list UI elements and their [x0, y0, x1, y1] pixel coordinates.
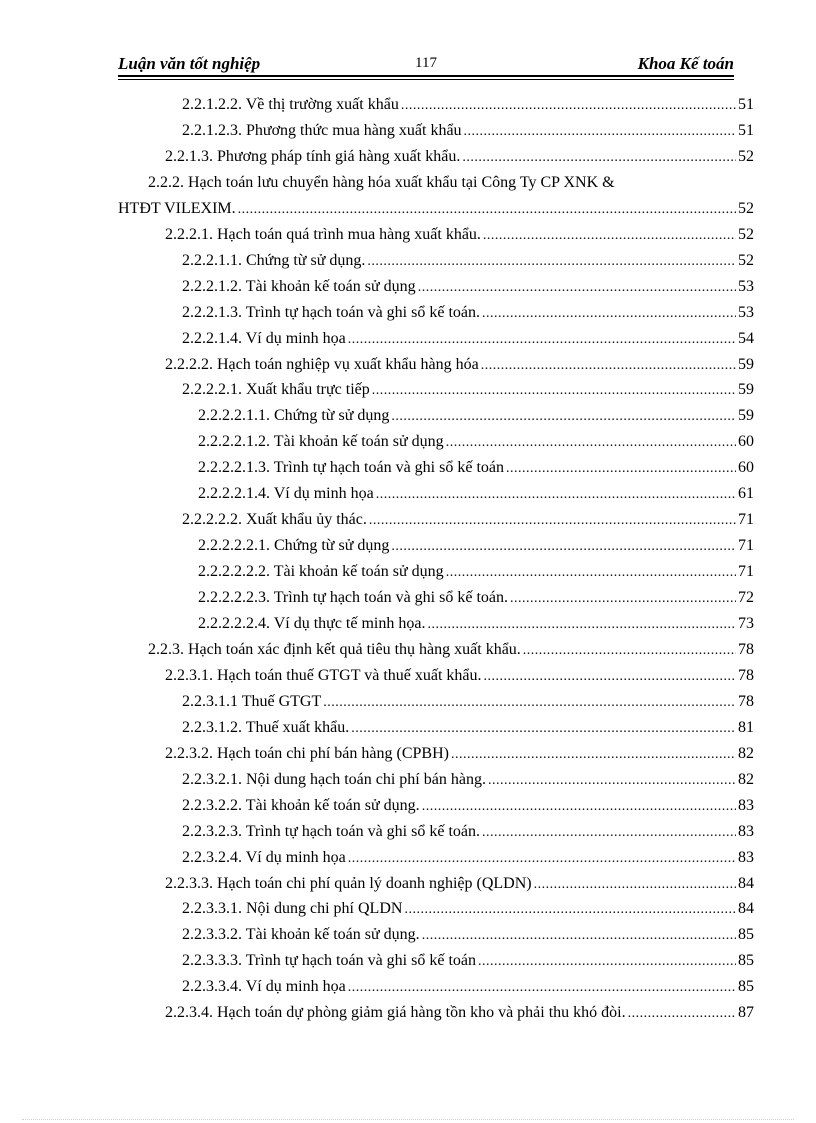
toc-page-number: 53 [738, 303, 754, 321]
toc-entry [165, 741, 754, 767]
header-department: Khoa Kế toán [637, 54, 734, 73]
toc-page-number: 60 [738, 433, 754, 451]
toc-dot-leader [238, 197, 736, 223]
toc-dot-leader [628, 1001, 736, 1027]
toc-dot-leader [422, 923, 736, 949]
toc-entry-title: 2.2.2.2.2.1. Chứng từ sử dụng [198, 537, 390, 555]
toc-page-number: 54 [738, 329, 754, 347]
toc-dot-leader [369, 508, 736, 534]
toc-dot-leader [510, 586, 736, 612]
header-rule-thick [118, 75, 734, 77]
toc-entry-title: 2.2.3.3.2. Tài khoản kế toán sử dụng. [182, 926, 420, 944]
toc-page-number: 59 [738, 355, 754, 373]
toc-entry-title: 2.2.2.2. Hạch toán nghiệp vụ xuất khẩu hàng hóa [165, 355, 479, 373]
toc-entry [182, 689, 754, 715]
page-header [118, 52, 734, 76]
toc-entry [165, 871, 754, 897]
toc-page-number: 71 [738, 511, 754, 529]
toc-entry [182, 793, 754, 819]
toc-entry-title: 2.2.2.2.2.2. Tài khoản kế toán sử dụng [198, 563, 444, 581]
toc-dot-leader [372, 378, 736, 404]
toc-entry-title: 2.2.3.1.1 Thuế GTGT [182, 692, 322, 710]
toc-dot-leader [348, 327, 736, 353]
toc-page-number: 59 [738, 381, 754, 399]
toc-entry-title: 2.2.1.3. Phương pháp tính giá hàng xuất khẩu. [165, 147, 461, 165]
toc-dot-leader [481, 353, 736, 379]
toc-entry-title: 2.2.2.1.3. Trình tự hạch toán và ghi sổ kế toán. [182, 303, 480, 321]
toc-page-number: 51 [738, 96, 754, 113]
toc-entry-title: 2.2.2.2.2.4. Ví dụ thực tế minh họa. [198, 615, 426, 632]
toc-dot-leader [376, 482, 736, 508]
toc-page-number: 85 [738, 926, 754, 944]
toc-dot-leader [446, 560, 736, 586]
toc-entry [165, 1000, 754, 1026]
toc-entry-title: 2.2.2.2.1.4. Ví dụ minh họa [198, 485, 374, 503]
toc-page-number: 84 [738, 900, 754, 918]
toc-entry [182, 507, 754, 533]
toc-dot-leader [323, 690, 736, 716]
toc-dot-leader [351, 716, 736, 742]
toc-entry [198, 455, 754, 481]
toc-page-number: 85 [738, 978, 754, 996]
toc-entry [182, 300, 754, 326]
toc-page-number: 61 [738, 485, 754, 503]
toc-entry [198, 533, 754, 559]
toc-entry [182, 767, 754, 793]
toc-dot-leader [391, 404, 736, 430]
toc-entry-title: 2.2.2.2.2. Xuất khẩu ủy thác. [182, 511, 367, 529]
toc-dot-leader [464, 119, 736, 145]
toc-dot-leader [462, 145, 736, 171]
toc-dot-leader [367, 249, 736, 275]
toc-entry [182, 326, 754, 352]
toc-page-number: 78 [738, 692, 754, 710]
toc-entry-title: 2.2.3.2.3. Trình tự hạch toán và ghi sổ kế toán. [182, 822, 480, 840]
toc-entry [198, 403, 754, 429]
toc-entry [165, 144, 754, 170]
toc-page-number: 78 [738, 640, 754, 658]
toc-page-number: 78 [738, 666, 754, 684]
toc-page-number: 52 [738, 199, 754, 217]
toc-entry-title: 2.2.2.1.4. Ví dụ minh họa [182, 329, 346, 347]
toc-entry [165, 663, 754, 689]
toc-entry-title: 2.2.3.3.1. Nội dung chi phí QLDN [182, 900, 403, 918]
toc-entry [198, 611, 754, 637]
toc-page-number: 85 [738, 952, 754, 970]
toc-entry [165, 222, 754, 248]
toc-dot-leader [482, 301, 736, 327]
toc-entry-title: 2.2.2.1.1. Chứng từ sử dụng. [182, 251, 366, 269]
toc-dot-leader [482, 820, 736, 846]
toc-entry-title: 2.2.1.2.2. Về thị trường xuất khẩu [182, 96, 399, 113]
toc-entry-title: HTĐT VILEXIM. [118, 199, 236, 217]
toc-entry [165, 352, 754, 378]
toc-page-number: 53 [738, 277, 754, 295]
toc-entry: 2.2.2. Hạch toán lưu chuyển hàng hóa xuất khẩu tại Công Ty CP XNK & [148, 173, 615, 191]
page-bottom-divider [22, 1119, 794, 1120]
toc-page-number: 73 [738, 615, 754, 632]
toc-page-number: 83 [738, 822, 754, 840]
toc-entry [198, 481, 754, 507]
toc-dot-leader [348, 975, 736, 1001]
toc-entry [182, 274, 754, 300]
toc-page-number: 83 [738, 848, 754, 866]
toc-entry [182, 922, 754, 948]
toc-entry [182, 118, 754, 144]
header-rule-thin [118, 79, 734, 80]
toc-page-number: 81 [738, 718, 754, 736]
toc-entry [182, 248, 754, 274]
toc-entry-title: 2.2.3.3.3. Trình tự hạch toán và ghi sổ kế toán [182, 952, 476, 970]
toc-page-number: 72 [738, 589, 754, 607]
toc-dot-leader [391, 534, 736, 560]
toc-page-number: 52 [738, 225, 754, 243]
toc-page-number: 87 [738, 1004, 754, 1022]
toc-entry-title: 2.2.3.4. Hạch toán dự phòng giảm giá hàng tồn kho và phải thu khó đòi. [165, 1004, 626, 1022]
toc-entry-title: 2.2.3.1. Hạch toán thuế GTGT và thuế xuất khẩu. [165, 666, 482, 684]
toc-dot-leader [427, 612, 736, 638]
toc-dot-leader [483, 223, 736, 249]
header-page-number: 117 [415, 55, 437, 71]
toc-page-number: 84 [738, 874, 754, 892]
toc-dot-leader [422, 794, 736, 820]
toc-entry [182, 819, 754, 845]
toc-entry-title: 2.2.2.2.2.3. Trình tự hạch toán và ghi sổ kế toán. [198, 589, 508, 607]
toc-dot-leader [451, 742, 736, 768]
toc-entry [182, 92, 754, 118]
toc-entry [182, 715, 754, 741]
toc-page-number: 60 [738, 459, 754, 477]
toc-entry-title: 2.2.3.2.4. Ví dụ minh họa [182, 848, 346, 866]
toc-dot-leader [523, 638, 736, 664]
toc-page-number: 71 [738, 537, 754, 555]
toc-dot-leader [484, 664, 736, 690]
toc-entry-title: 2.2.2.2.1.2. Tài khoản kế toán sử dụng [198, 433, 444, 451]
toc-page-number: 52 [738, 251, 754, 269]
toc-entry-title: 2.2.2.2.1.3. Trình tự hạch toán và ghi sổ kế toán [198, 459, 504, 477]
toc-entry [198, 429, 754, 455]
toc-entry-title: 2.2.3.1.2. Thuế xuất khẩu. [182, 718, 350, 736]
toc-page-number: 82 [738, 770, 754, 788]
toc-entry-title: 2.2.2.2.1. Xuất khẩu trực tiếp [182, 381, 370, 399]
toc-entry-title: 2.2.3.2.1. Nội dung hạch toán chi phí bán hàng. [182, 770, 486, 788]
toc-entry [182, 845, 754, 871]
header-thesis-title: Luận văn tốt nghiệp [118, 54, 261, 73]
toc-entry [182, 377, 754, 403]
toc-dot-leader [401, 93, 736, 119]
toc-dot-leader [404, 897, 736, 923]
toc-page-number: 71 [738, 563, 754, 581]
toc-entry [182, 896, 754, 922]
toc-entry [182, 974, 754, 1000]
toc-entry [148, 637, 754, 663]
toc-entry [118, 196, 754, 222]
toc-page-number: 83 [738, 796, 754, 814]
toc-entry-title: 2.2.2.1. Hạch toán quá trình mua hàng xuất khẩu. [165, 225, 481, 243]
toc-dot-leader [348, 846, 736, 872]
toc-entry [198, 559, 754, 585]
toc-dot-leader [506, 456, 736, 482]
toc-dot-leader [446, 430, 736, 456]
toc-dot-leader [478, 949, 736, 975]
toc-dot-leader [534, 872, 736, 898]
toc-dot-leader [418, 275, 736, 301]
toc-dot-leader [488, 768, 736, 794]
toc-entry-title: 2.2.3.3. Hạch toán chi phí quản lý doanh nghiệp (QLDN) [165, 874, 532, 892]
toc-entry-title: 2.2.2.2.1.1. Chứng từ sử dụng [198, 407, 390, 425]
toc-entry-title: 2.2.1.2.3. Phương thức mua hàng xuất khẩu [182, 121, 462, 139]
toc-entry-title: 2.2.3.2.2. Tài khoản kế toán sử dụng. [182, 796, 420, 814]
toc-page-number: 51 [738, 121, 754, 139]
toc-page-number: 52 [738, 147, 754, 165]
toc-page-number: 82 [738, 744, 754, 762]
toc-entry-title: 2.2.3. Hạch toán xác định kết quả tiêu thụ hàng xuất khẩu. [148, 640, 521, 658]
toc-entry-title: 2.2.3.3.4. Ví dụ minh họa [182, 978, 346, 996]
toc-page-number: 59 [738, 407, 754, 425]
toc-entry [182, 948, 754, 974]
toc-entry-title: 2.2.3.2. Hạch toán chi phí bán hàng (CPBH) [165, 744, 449, 762]
toc-entry-title: 2.2.2.1.2. Tài khoản kế toán sử dụng [182, 277, 416, 295]
toc-entry [198, 585, 754, 611]
